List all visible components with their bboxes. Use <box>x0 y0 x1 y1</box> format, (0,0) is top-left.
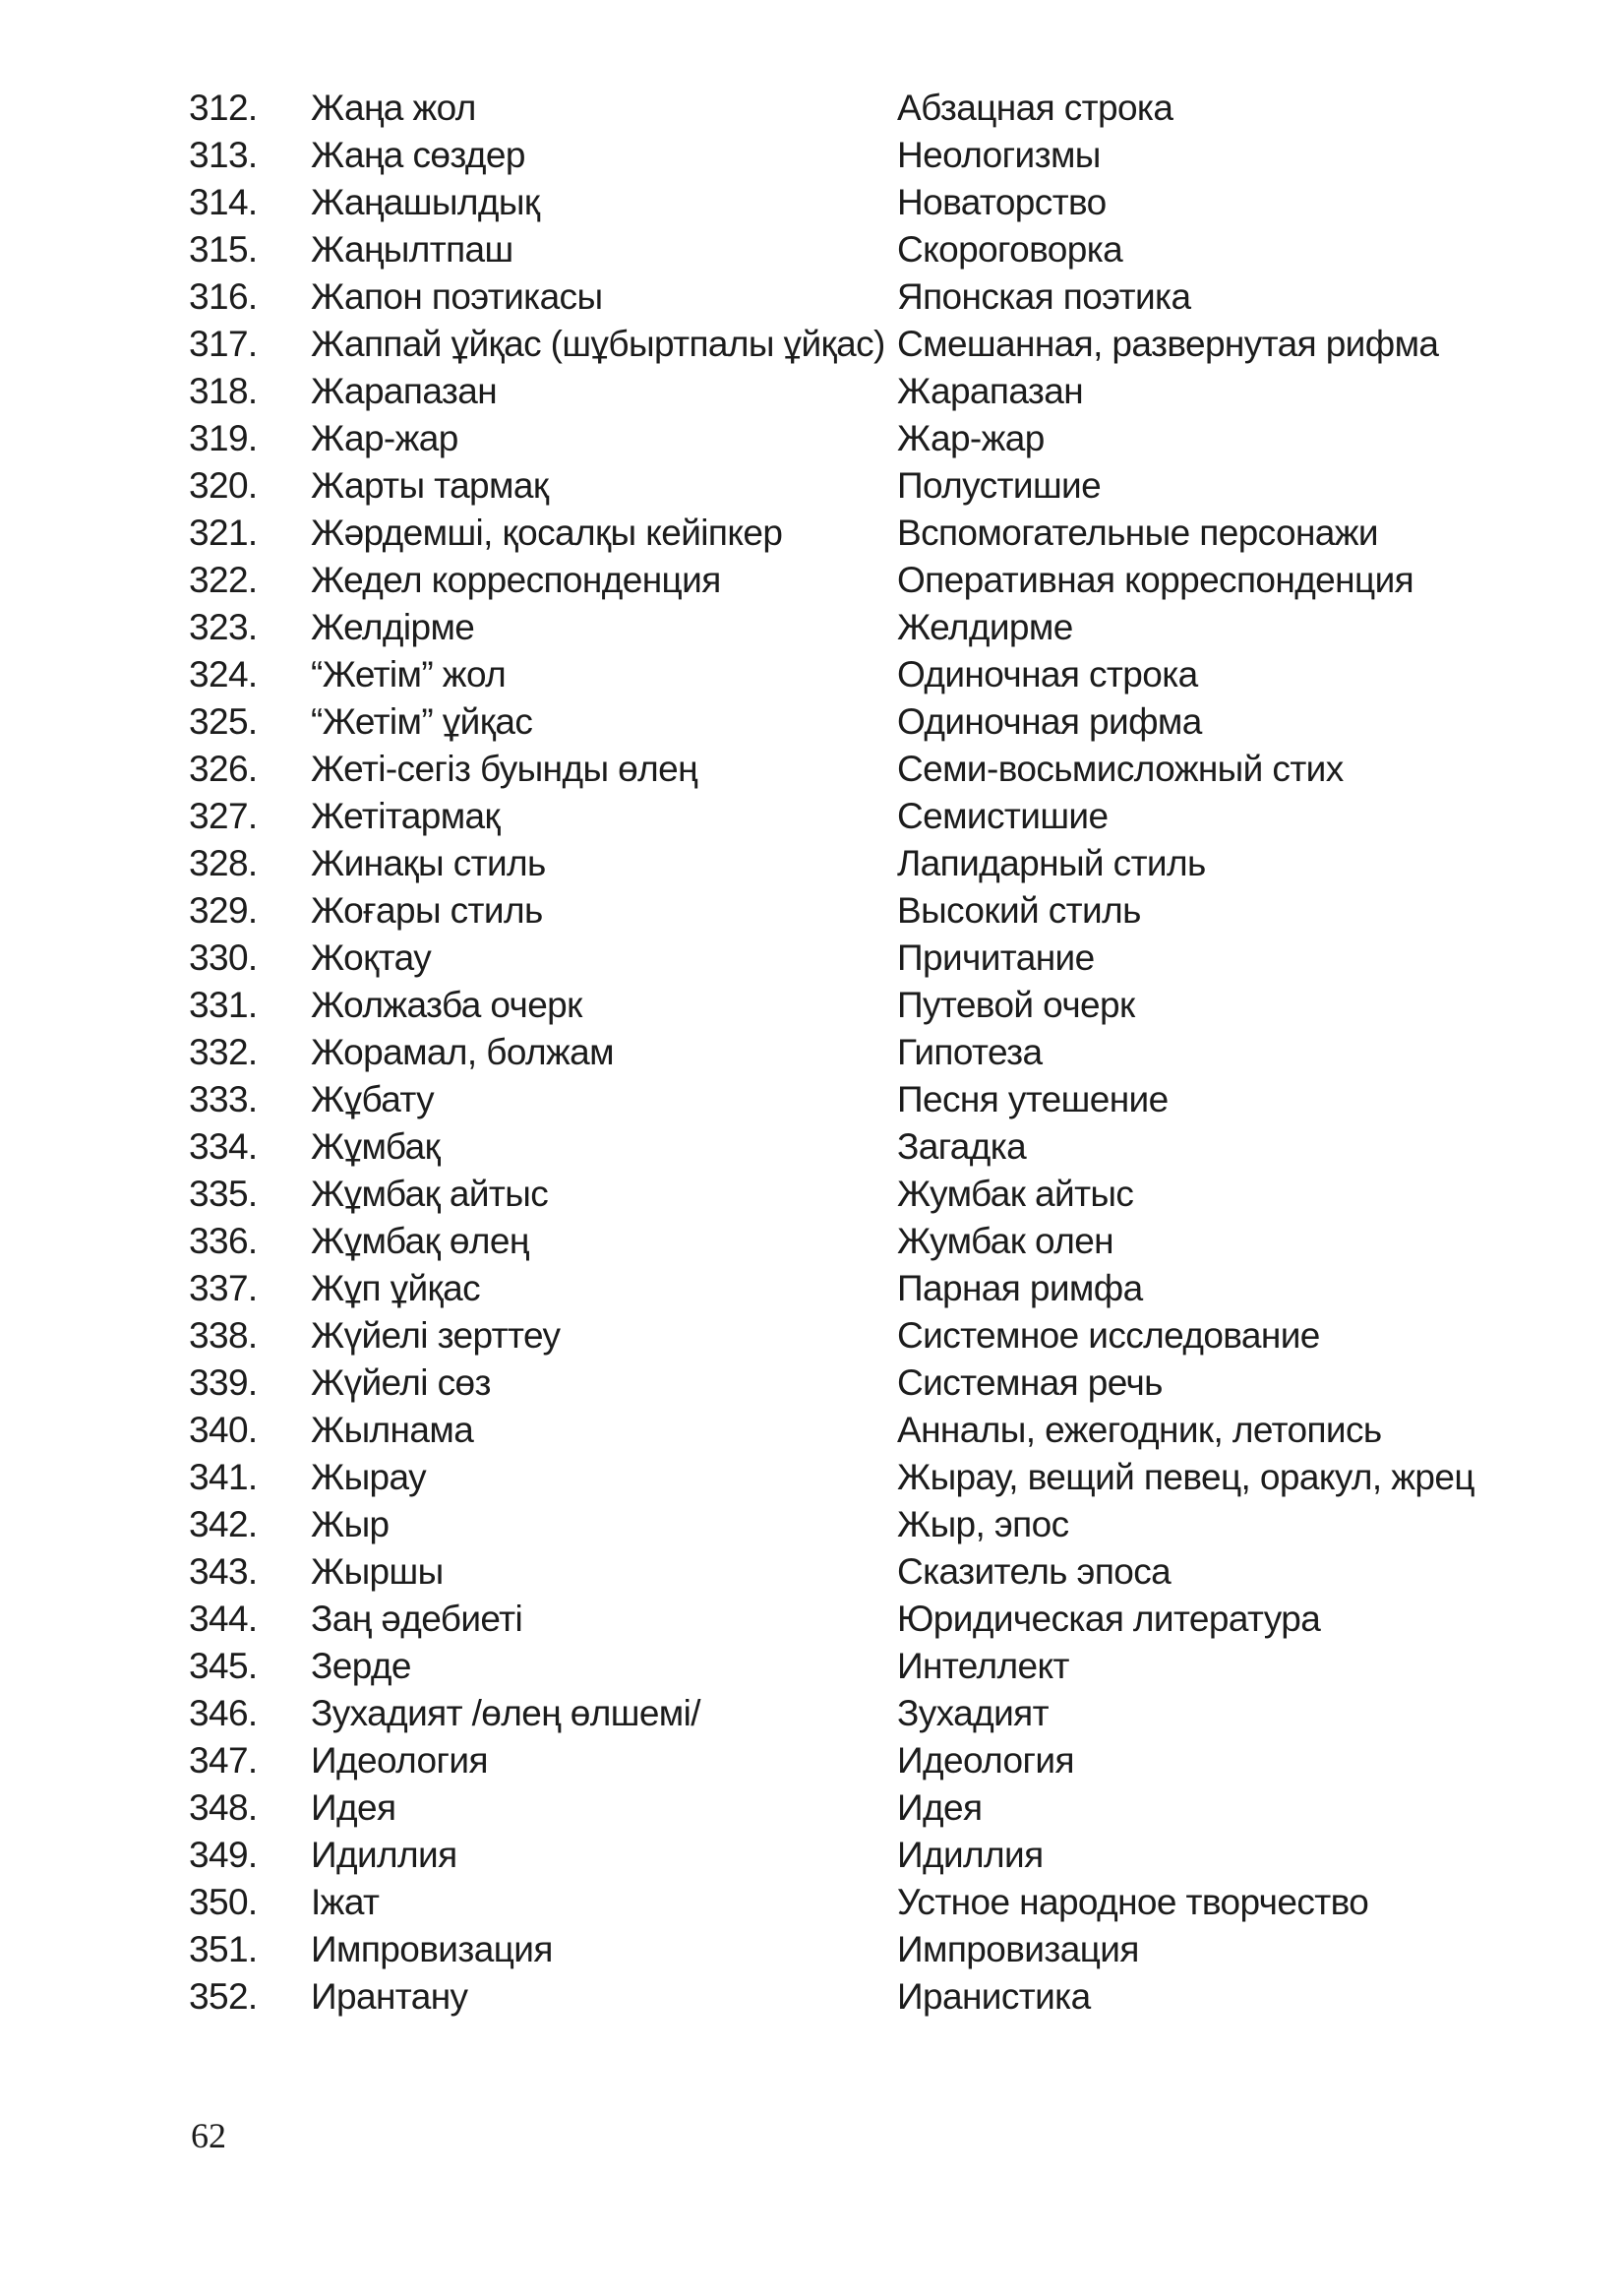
glossary-entry <box>189 132 1586 179</box>
kazakh-term: Жапон поэтикасы <box>311 276 603 317</box>
page-number: 62 <box>191 2116 226 2155</box>
glossary-entry <box>189 1407 1586 1454</box>
kazakh-term: Идея <box>311 1787 396 1828</box>
russian-term: Семи-восьмисложный стих <box>897 749 1344 789</box>
entry-number: 317. <box>189 324 258 364</box>
glossary-entry <box>189 840 1586 887</box>
kazakh-term: Зерде <box>311 1646 411 1686</box>
russian-term: Жар-жар <box>897 418 1045 458</box>
kazakh-term: Жоғары стиль <box>311 890 543 931</box>
entry-number: 340. <box>189 1410 258 1450</box>
russian-term: Одиночная строка <box>897 654 1198 695</box>
glossary-entry <box>189 1218 1586 1265</box>
entry-number: 345. <box>189 1646 258 1686</box>
glossary-entry <box>189 887 1586 935</box>
entry-number: 323. <box>189 607 258 647</box>
glossary-entry <box>189 462 1586 510</box>
kazakh-term: “Жетім” жол <box>311 654 507 695</box>
entry-number: 329. <box>189 890 258 931</box>
entry-number: 339. <box>189 1362 258 1403</box>
russian-term: Жумбак олен <box>897 1221 1114 1261</box>
russian-term: Песня утешение <box>897 1079 1169 1119</box>
russian-term: Юридическая литература <box>897 1599 1321 1639</box>
entry-number: 326. <box>189 749 258 789</box>
entry-number: 330. <box>189 937 258 978</box>
russian-term: Вспомогательные персонажи <box>897 513 1378 553</box>
entry-number: 338. <box>189 1315 258 1356</box>
russian-term: Семистишие <box>897 796 1109 836</box>
glossary-entry <box>189 1879 1586 1926</box>
russian-term: Скороговорка <box>897 229 1123 270</box>
glossary-entry <box>189 982 1586 1029</box>
glossary-entry <box>189 651 1586 698</box>
kazakh-term: Жаңашылдық <box>311 182 540 222</box>
glossary-entry <box>189 935 1586 982</box>
russian-term: Системная речь <box>897 1362 1163 1403</box>
entry-number: 337. <box>189 1268 258 1308</box>
kazakh-term: Жоқтау <box>311 937 432 978</box>
glossary-entry <box>189 1643 1586 1690</box>
entry-number: 324. <box>189 654 258 695</box>
kazakh-term: Идиллия <box>311 1835 457 1875</box>
russian-term: Неологизмы <box>897 135 1101 175</box>
russian-term: Жарапазан <box>897 371 1084 411</box>
russian-term: Системное исследование <box>897 1315 1320 1356</box>
russian-term: Абзацная строка <box>897 88 1173 128</box>
kazakh-term: Жәрдемші, қосалқы кейіпкер <box>311 513 783 553</box>
kazakh-term: Жар-жар <box>311 418 458 458</box>
russian-term: Гипотеза <box>897 1032 1043 1072</box>
russian-term: Японская поэтика <box>897 276 1191 317</box>
entry-number: 321. <box>189 513 258 553</box>
kazakh-term: Жетітармақ <box>311 796 501 836</box>
russian-term: Импровизация <box>897 1929 1139 1969</box>
russian-term: Интеллект <box>897 1646 1069 1686</box>
kazakh-term: Жұбату <box>311 1079 435 1119</box>
glossary-entry <box>189 1312 1586 1359</box>
kazakh-term: Заң әдебиеті <box>311 1599 523 1639</box>
kazakh-term: Жаңылтпаш <box>311 229 513 270</box>
glossary-entry <box>189 1973 1586 2021</box>
entry-number: 332. <box>189 1032 258 1072</box>
glossary-entry <box>189 226 1586 273</box>
kazakh-term: “Жетім” ұйқас <box>311 701 533 742</box>
kazakh-term: Жолжазба очерк <box>311 985 582 1025</box>
kazakh-term: Жұмбақ айтыс <box>311 1174 549 1214</box>
russian-term: Причитание <box>897 937 1095 978</box>
kazakh-term: Жыршы <box>311 1551 444 1592</box>
glossary-entry <box>189 746 1586 793</box>
entry-number: 325. <box>189 701 258 742</box>
russian-term: Идеология <box>897 1740 1074 1781</box>
russian-term: Сказитель эпоса <box>897 1551 1172 1592</box>
entry-number: 347. <box>189 1740 258 1781</box>
russian-term: Жыр, эпос <box>897 1504 1069 1544</box>
entry-number: 314. <box>189 182 258 222</box>
entry-number: 320. <box>189 465 258 506</box>
kazakh-term: Жүйелі сөз <box>311 1362 491 1403</box>
glossary-entry <box>189 698 1586 746</box>
kazakh-term: Жырау <box>311 1457 426 1497</box>
glossary-entry <box>189 321 1586 368</box>
russian-term: Желдирме <box>897 607 1073 647</box>
kazakh-term: Жаңа сөздер <box>311 135 525 175</box>
entry-number: 352. <box>189 1976 258 2017</box>
kazakh-term: Жинақы стиль <box>311 843 546 883</box>
glossary-entry <box>189 1359 1586 1407</box>
kazakh-term: Жұмбақ <box>311 1126 441 1167</box>
kazakh-term: Жаппай ұйқас (шұбыртпалы ұйқас) <box>311 324 885 364</box>
russian-term: Оперативная корреспонденция <box>897 560 1414 600</box>
russian-term: Идея <box>897 1787 983 1828</box>
russian-term: Смешанная, развернутая рифма <box>897 324 1439 364</box>
glossary-entry <box>189 1690 1586 1737</box>
russian-term: Высокий стиль <box>897 890 1141 931</box>
russian-term: Новаторство <box>897 182 1107 222</box>
glossary-entry <box>189 273 1586 321</box>
kazakh-term: Іжат <box>311 1882 380 1922</box>
entry-number: 348. <box>189 1787 258 1828</box>
glossary-entry <box>189 368 1586 415</box>
kazakh-term: Идеология <box>311 1740 488 1781</box>
entry-number: 319. <box>189 418 258 458</box>
kazakh-term: Жедел корреспонденция <box>311 560 721 600</box>
russian-term: Анналы, ежегодник, летопись <box>897 1410 1382 1450</box>
glossary-entry <box>189 1784 1586 1832</box>
kazakh-term: Жүйелі зерттеу <box>311 1315 561 1356</box>
kazakh-term: Ирантану <box>311 1976 468 2017</box>
glossary-entry <box>189 1123 1586 1171</box>
entry-number: 316. <box>189 276 258 317</box>
entry-number: 350. <box>189 1882 258 1922</box>
entry-number: 333. <box>189 1079 258 1119</box>
russian-term: Парная римфа <box>897 1268 1143 1308</box>
entry-number: 335. <box>189 1174 258 1214</box>
kazakh-term: Желдірме <box>311 607 475 647</box>
entry-number: 351. <box>189 1929 258 1969</box>
kazakh-term: Жылнама <box>311 1410 474 1450</box>
glossary-entry <box>189 557 1586 604</box>
entry-number: 343. <box>189 1551 258 1592</box>
russian-term: Зухадият <box>897 1693 1049 1733</box>
entry-number: 315. <box>189 229 258 270</box>
kazakh-term: Импровизация <box>311 1929 553 1969</box>
glossary-entry <box>189 1501 1586 1548</box>
glossary-entry <box>189 510 1586 557</box>
russian-term: Загадка <box>897 1126 1027 1167</box>
russian-term: Иранистика <box>897 1976 1091 2017</box>
kazakh-term: Жұмбақ өлең <box>311 1221 529 1261</box>
russian-term: Полустишие <box>897 465 1102 506</box>
entry-number: 346. <box>189 1693 258 1733</box>
kazakh-term: Жұп ұйқас <box>311 1268 481 1308</box>
kazakh-term: Жарапазан <box>311 371 498 411</box>
entry-number: 322. <box>189 560 258 600</box>
glossary-entry <box>189 604 1586 651</box>
entry-number: 344. <box>189 1599 258 1639</box>
kazakh-term: Жорамал, болжам <box>311 1032 614 1072</box>
kazakh-term: Жарты тармақ <box>311 465 549 506</box>
entry-number: 328. <box>189 843 258 883</box>
glossary-entry <box>189 1832 1586 1879</box>
glossary-entry <box>189 1596 1586 1643</box>
entry-number: 312. <box>189 88 258 128</box>
entry-number: 327. <box>189 796 258 836</box>
glossary-entry <box>189 1029 1586 1076</box>
glossary-entry <box>189 179 1586 226</box>
russian-term: Одиночная рифма <box>897 701 1202 742</box>
entry-number: 313. <box>189 135 258 175</box>
entry-number: 336. <box>189 1221 258 1261</box>
glossary-entry <box>189 1737 1586 1784</box>
glossary-entry <box>189 1076 1586 1123</box>
russian-term: Идиллия <box>897 1835 1044 1875</box>
russian-term: Жырау, вещий певец, оракул, жрец <box>897 1457 1474 1497</box>
russian-term: Устное народное творчество <box>897 1882 1369 1922</box>
entry-number: 349. <box>189 1835 258 1875</box>
kazakh-term: Жыр <box>311 1504 390 1544</box>
entry-number: 318. <box>189 371 258 411</box>
kazakh-term: Зухадият /өлең өлшемі/ <box>311 1693 700 1733</box>
glossary-entry <box>189 1548 1586 1596</box>
entry-number: 334. <box>189 1126 258 1167</box>
glossary-entry <box>189 1171 1586 1218</box>
glossary-list <box>189 85 1586 2021</box>
kazakh-term: Жеті-сегіз буынды өлең <box>311 749 697 789</box>
glossary-entry <box>189 85 1586 132</box>
kazakh-term: Жаңа жол <box>311 88 476 128</box>
glossary-entry <box>189 1926 1586 1973</box>
entry-number: 341. <box>189 1457 258 1497</box>
entry-number: 331. <box>189 985 258 1025</box>
glossary-entry <box>189 1265 1586 1312</box>
russian-term: Путевой очерк <box>897 985 1135 1025</box>
russian-term: Лапидарный стиль <box>897 843 1206 883</box>
entry-number: 342. <box>189 1504 258 1544</box>
glossary-entry <box>189 1454 1586 1501</box>
glossary-entry <box>189 415 1586 462</box>
glossary-entry <box>189 793 1586 840</box>
russian-term: Жумбак айтыс <box>897 1174 1134 1214</box>
